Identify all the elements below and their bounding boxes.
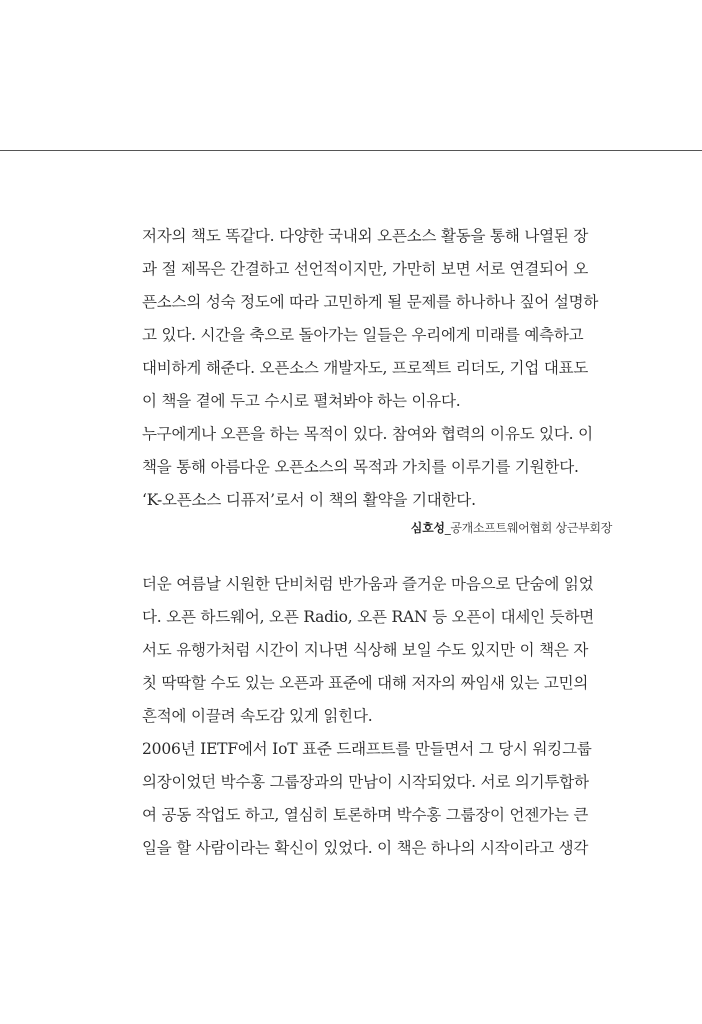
paragraph-line: 의장이었던 박수홍 그룹장과의 만남이 시작되었다. 서로 의기투합하 (142, 773, 589, 791)
paragraph-line: 흔적에 이끌려 속도감 있게 읽힌다. (142, 707, 373, 725)
paragraph-line: 픈소스의 성숙 정도에 따라 고민하게 될 문제를 하나하나 짚어 설명하 (142, 293, 599, 311)
paragraph-line: 여 공동 작업도 하고, 열심히 토론하며 박수홍 그룹장이 언젠가는 큰 (142, 806, 589, 824)
paragraph-line: ‘K-오픈소스 디퓨저’로서 이 책의 활약을 기대한다. (142, 491, 476, 509)
endorser-name: 심호성 (410, 521, 445, 535)
paragraph-line: 저자의 책도 똑같다. 다양한 국내외 오픈소스 활동을 통해 나열된 장 (142, 227, 589, 245)
paragraph-line: 2006년 IETF에서 IoT 표준 드래프트를 만들면서 그 당시 워킹그룹 (142, 740, 592, 758)
paragraph-line: 서도 유행가처럼 시간이 지나면 식상해 보일 수도 있지만 이 책은 자 (142, 641, 589, 659)
paragraph-line: 누구에게나 오픈을 하는 목적이 있다. 참여와 협력의 이유도 있다. 이 (142, 425, 593, 443)
paragraph-line: 일을 할 사람이라는 확신이 있었다. 이 책은 하나의 시작이라고 생각 (142, 839, 589, 857)
endorsement-section-1 (142, 220, 612, 539)
endorser-title: _공개소프트웨어협회 상근부회장 (444, 521, 612, 535)
endorsement-section-2 (142, 568, 612, 865)
paragraph-line: 이 책을 곁에 두고 수시로 펼쳐봐야 하는 이유다. (142, 392, 461, 410)
header-divider (0, 150, 702, 151)
paragraph-line: 더운 여름날 시원한 단비처럼 반가움과 즐거운 마음으로 단숨에 읽었 (142, 575, 594, 593)
paragraph-line: 대비하게 해준다. 오픈소스 개발자도, 프로젝트 리더도, 기업 대표도 (142, 359, 589, 377)
paragraph-line: 과 절 제목은 간결하고 선언적이지만, 가만히 보면 서로 연결되어 오 (142, 260, 589, 278)
paragraph-line: 다. 오픈 하드웨어, 오픈 Radio, 오픈 RAN 등 오픈이 대세인 듯하면 (142, 608, 594, 626)
paragraph-line: 고 있다. 시간을 축으로 돌아가는 일들은 우리에게 미래를 예측하고 (142, 326, 584, 344)
paragraph-line: 책을 통해 아름다운 오픈소스의 목적과 가치를 이루기를 기원한다. (142, 458, 579, 476)
endorser-signature (142, 517, 612, 539)
paragraph-line: 칫 딱딱할 수도 있는 오픈과 표준에 대해 저자의 짜임새 있는 고민의 (142, 674, 589, 692)
